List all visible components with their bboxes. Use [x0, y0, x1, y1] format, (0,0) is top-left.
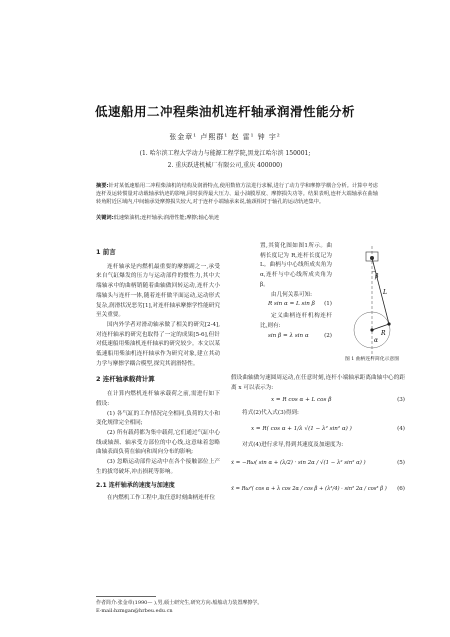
- figure-caption: 图 1 曲柄连杆简化示意图: [344, 357, 400, 362]
- intro-paragraph-1: 连杆轴承是内燃机最重要的摩擦副之一,承受来自气缸爆发的压力与运动部件的惯性力,其中大端轴承中的曲柄销随着曲轴做回转运动,连杆大小端轴头与连杆一体,随着连杆做平面运动,运动形式复杂,润滑状况恶劣[1],对连杆轴承摩擦学性能研究至关重要。: [96, 263, 220, 319]
- affiliation-1: (1. 哈尔滨工程大学动力与能源工程学院,黑龙江哈尔滨 150001;: [139, 150, 311, 157]
- equation-3-number: (3): [397, 397, 405, 404]
- abstract-text: 针对某低速船用二冲程柴油机的结构及润滑特点,使用数值方法进行求解,进行了动力学和摩擦学耦合分析。计算中考虑连杆及运转惯量对动载轴承轨迹的影响,同时获得最大压力、最小油膜厚度、摩擦损失功等。结果表明,连杆大端轴承在曲轴转角附近区域内,中间轴承处摩擦损失较大,对于连杆小端轴承来说,轴颈相对于轴孔的运动轨迹集中。: [96, 183, 378, 205]
- footnote-email: E-mail:hzmgan@hrbeu.edu.cn: [96, 608, 173, 614]
- right-column-upper: [260, 242, 332, 353]
- equation-2-row: [260, 332, 332, 344]
- equation-5-number: (5): [397, 459, 405, 466]
- keywords-label: 关键词:: [96, 215, 114, 221]
- crank-center: [370, 328, 373, 331]
- equation-3-row: [231, 393, 405, 409]
- assumption-1: (1) 各气缸的工作情况完全相同,负荷的大小和变化规律完全相同;: [96, 410, 220, 427]
- crank-pin: [387, 322, 390, 325]
- right-column-lower: [231, 374, 405, 503]
- keywords-text: 低速柴油机;连杆轴承;润滑性能;摩擦;轴心轨迹: [113, 215, 220, 221]
- abstract: [96, 182, 378, 206]
- intro-paragraph-2: 国内外学者对滑动轴承做了相关的研究[2-4],对连杆轴承的研究也取得了一定的成果[5-6],但针对低速船用柴油机连杆轴承的研究较少。本文以某低速船用柴油机连杆轴承作为研究对象,建立其动力学与摩擦学耦合模型,探究其润滑特性。: [96, 321, 220, 367]
- rod-length-label: L: [383, 289, 387, 296]
- subsection-2-1-title: 2.1 连杆轴承的速度与加速度: [96, 482, 175, 490]
- right-paragraph-1: 置,其简化图如图1所示。曲柄长度记为 R,连杆长度记为 L。曲柄与中心线所成夹角为 α,连杆与中心线所成夹角为 β。: [260, 243, 332, 288]
- section-2-paragraph-1: 在计算内燃机连杆轴承载荷之前,需进行如下假设:: [96, 391, 220, 407]
- right-paragraph-5: 将式(2)代入式(3)得到:: [242, 410, 299, 417]
- right-paragraph-4: 假设曲轴做匀速圆周运动,在任意时刻,连杆小端轴承距离曲轴中心的距离 x 可以表示为:: [231, 375, 405, 391]
- crank-diagram: [335, 242, 409, 362]
- right-paragraph-6: 对式(4)进行求导,得到其速度及加速度为:: [242, 442, 344, 449]
- equation-4-row: [231, 419, 405, 441]
- equation-3: x = R cos α + L cos β: [271, 397, 332, 404]
- footnote-author: 作者简介:张金章(1990— ),男,硕士研究生,研究方向:船舶动力装置摩擦学。: [96, 600, 263, 606]
- affiliation-2: 2. 重庆跃进机械厂有限公司,重庆 400000): [167, 162, 283, 169]
- left-column: [96, 242, 220, 504]
- equation-1-number: (1): [324, 301, 332, 308]
- assumption-3: (3) 忽略运动部件运动中在各个接触部位上产生的拔弯破坏,冲击损耗等影响。: [96, 459, 220, 475]
- equation-6-row: [231, 477, 405, 503]
- equation-6: ẍ = Rω²( cos α + λ cos 2α / cos β + (λ³/4) · sin² 2α / cos³ β ): [231, 485, 387, 492]
- assumption-2: (2) 所有载荷都为集中载荷,它们通过气缸中心线或轴颈、轴承受力部位的中心线,这意味着忽略曲轴表面负荷在轴向和周向分布的影响;: [96, 429, 220, 456]
- right-paragraph-3: 定义曲柄连杆机构连杆比,则有:: [260, 313, 332, 329]
- footnote-rule: [96, 596, 156, 597]
- equation-6-number: (6): [397, 485, 405, 492]
- equation-5-row: [231, 451, 405, 477]
- keywords: [96, 214, 378, 222]
- subsection-2-1-paragraph: 在内燃机工作工程中,取任意时刻曲柄连杆位: [107, 495, 216, 502]
- equation-2-number: (2): [324, 332, 332, 339]
- section-1-title: 1 前言: [96, 248, 116, 256]
- alpha-label: α: [374, 337, 379, 344]
- crank-radius-label: R: [381, 330, 386, 337]
- equation-5: ẋ = −Rω( sin α + (λ/2) · sin 2α / √(1 − λ² sin² α) ): [231, 459, 366, 466]
- right-paragraph-2: 由几何关系可知:: [271, 291, 313, 298]
- equation-4-number: (4): [397, 426, 405, 433]
- paper-title: 低速船用二冲程柴油机连杆轴承润滑性能分析: [94, 104, 355, 119]
- abstract-label: 摘要:: [96, 183, 109, 189]
- author-list: 张金章¹ 卢熙群¹ 赵 雷¹ 钟 宇²: [169, 133, 281, 141]
- equation-1: R sin α = L sin β: [268, 301, 315, 308]
- beta-label: β: [375, 273, 379, 280]
- equation-4: x = R( cos α + 1/λ √(1 − λ² sin² α) ): [251, 426, 352, 433]
- equation-2: sin β = λ sin α: [268, 332, 309, 339]
- right-paragraph-4a: [260, 344, 332, 354]
- section-2-title: 2 连杆轴承载荷计算: [96, 375, 155, 384]
- equation-1-row: [260, 300, 332, 312]
